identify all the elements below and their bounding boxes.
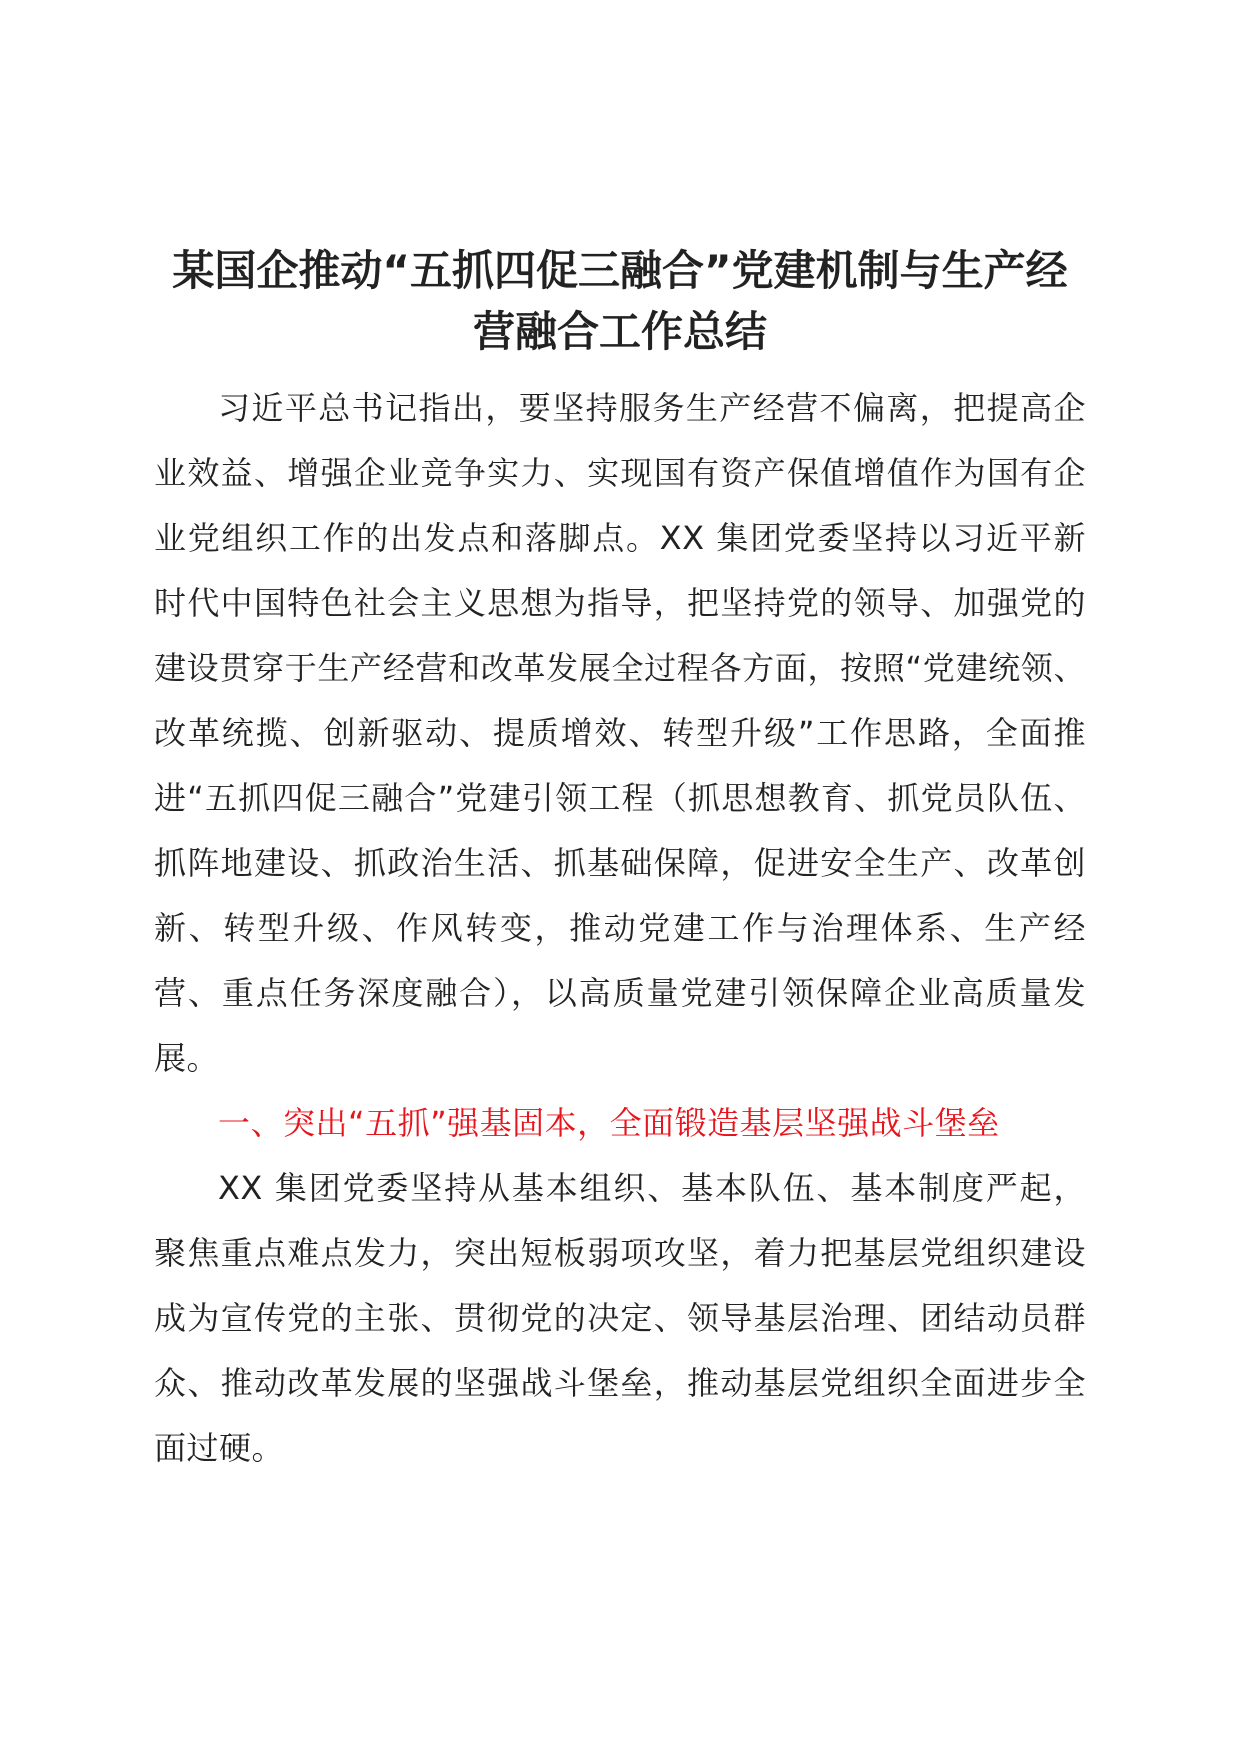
section-paragraph: XX 集团党委坚持从基本组织、基本队伍、基本制度严起，聚焦重点难点发力，突出短板弱项攻坚，着力把基层党组织建设成为宣传党的主张、贯彻党的决定、领导基层治理、团结动员群众、推动改革发展的坚强战斗堡垒，推动基层党组织全面进步全面过硬。 xyxy=(154,1169,1086,1467)
section-heading: 一、突出“五抓”强基固本，全面锻造基层坚强战斗堡垒 xyxy=(218,1104,1000,1142)
document-title: 某国企推动“五抓四促三融合”党建机制与生产经营融合工作总结 xyxy=(172,246,1068,356)
intro-paragraph: 习近平总书记指出，要坚持服务生产经营不偏离，把提高企业效益、增强企业竞争实力、实现国有资产保值增值作为国有企业党组织工作的出发点和落脚点。XX 集团党委坚持以习近平新时代中国特色社会主义思想为指导，把坚持党的领导、加强党的建设贯穿于生产经营和改革发展全过程各方面，按照“党建统领、改革统揽、创新驱动、提质增效、转型升级”工作思路，全面推进“五抓四促三融合”党建引领工程（抓思想教育、抓党员队伍、抓阵地建设、抓政治生活、抓基础保障，促进安全生产、改革创新、转型升级、作风转变，推动党建工作与治理体系、生产经营、重点任务深度融合），以高质量党建引领保障企业高质量发展。 xyxy=(154,389,1086,1077)
document-body xyxy=(154,240,1086,1481)
